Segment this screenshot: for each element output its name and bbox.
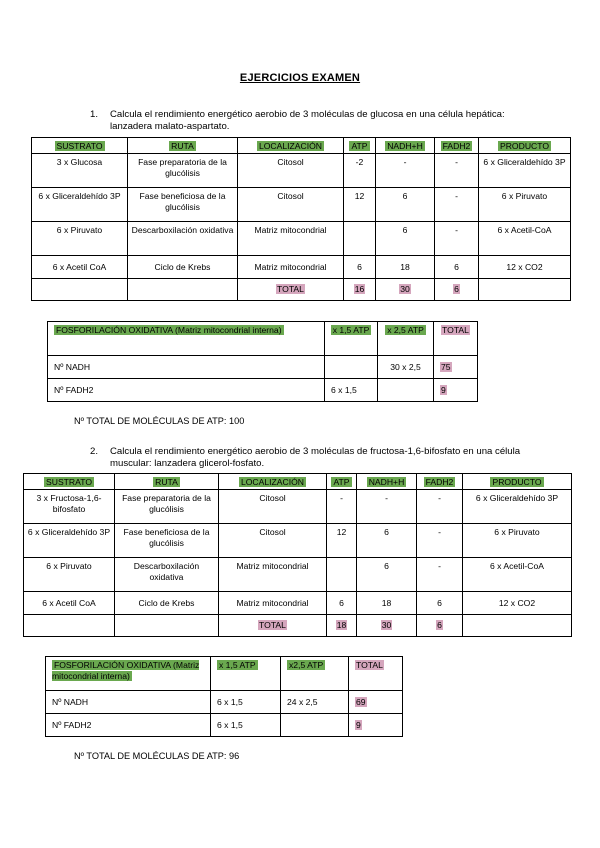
cell: 12 [327, 524, 357, 558]
cell: - [376, 154, 435, 188]
cell: Citosol [238, 188, 344, 222]
cell: Matriz mitocondrial [219, 558, 327, 592]
cell: 6 x 1,5 [211, 714, 281, 737]
cell: 6 x Gliceraldehído 3P [463, 490, 572, 524]
table-header-row [46, 657, 403, 691]
col-header-fadh2: FADH2 [442, 141, 471, 151]
col-header-sustrato: SUSTRATO [56, 141, 103, 151]
table-row [24, 558, 572, 592]
table-row [32, 222, 571, 256]
page-title: EJERCICIOS EXAMEN [239, 72, 361, 84]
col-header-localizacion: LOCALIZACIÓN [240, 477, 305, 487]
col-header-ruta: RUTA [171, 141, 194, 151]
col-header-sustrato: SUSTRATO [46, 477, 92, 487]
table-row [24, 592, 572, 615]
table-row [32, 154, 571, 188]
cell: Citosol [238, 154, 344, 188]
col-header-atp: ATP [351, 141, 368, 151]
cell: Fase preparatoria de la glucólisis [115, 490, 219, 524]
col-header-total: TOTAL [442, 325, 469, 335]
table-row [32, 188, 571, 222]
total-nadh: 30 [400, 284, 410, 295]
cell: Descarboxilación oxidativa [128, 222, 238, 256]
col-header-atp: ATP [333, 477, 350, 487]
col-header-fosforilacion: FOSFORILACIÓN OXIDATIVA (Matriz mitocondrial interna) [56, 325, 282, 335]
cell: 6 x Piruvato [463, 524, 572, 558]
cell: Fase preparatoria de la glucólisis [128, 154, 238, 188]
cell: Fase beneficiosa de la glucólisis [128, 188, 238, 222]
cell: Matriz mitocondrial [219, 592, 327, 615]
col-header-x25: x 2,5 ATP [387, 325, 424, 335]
col-header-x25: x2,5 ATP [289, 660, 324, 670]
energy-table-1 [31, 137, 571, 301]
table-total-row [32, 279, 571, 301]
table-total-row [24, 615, 572, 637]
cell: 12 x CO2 [479, 256, 571, 279]
table-row [24, 490, 572, 524]
total-atp: 18 [336, 620, 347, 631]
cell: Ciclo de Krebs [115, 592, 219, 615]
table-header-row [32, 138, 571, 154]
cell: 24 x 2,5 [281, 691, 349, 714]
cell: 6 x 1,5 [211, 691, 281, 714]
cell: Nº NADH [46, 691, 211, 714]
cell: Nº FADH2 [46, 714, 211, 737]
total-fadh2: 6 [437, 620, 442, 631]
cell [325, 356, 378, 379]
oxidative-table-2 [45, 656, 403, 737]
cell: 6 [327, 592, 357, 615]
question-number: 1. [90, 109, 99, 120]
question-2 [90, 446, 530, 470]
table-row [24, 524, 572, 558]
cell: Matriz mitocondrial [238, 222, 344, 256]
cell: 12 [344, 188, 376, 222]
cell: Nº FADH2 [48, 379, 325, 402]
total-label: TOTAL [259, 620, 286, 631]
cell: Descarboxilación oxidativa [115, 558, 219, 592]
cell: 6 [435, 256, 479, 279]
cell: 6 [357, 524, 417, 558]
cell: - [327, 490, 357, 524]
cell: - [417, 524, 463, 558]
question-number: 2. [90, 446, 99, 457]
cell: 6 x 1,5 [325, 379, 378, 402]
col-header-fadh2: FADH2 [425, 477, 454, 487]
cell: 6 x Acetil CoA [24, 592, 115, 615]
cell: 6 [417, 592, 463, 615]
table-header-row [24, 474, 572, 490]
cell: 6 x Gliceraldehído 3P [24, 524, 115, 558]
cell [344, 222, 376, 256]
cell: 12 x CO2 [463, 592, 572, 615]
cell: 6 x Gliceraldehído 3P [479, 154, 571, 188]
cell: 18 [376, 256, 435, 279]
cell: 6 x Piruvato [479, 188, 571, 222]
question-text: Calcula el rendimiento energético aerobio de 3 moléculas de glucosa en una célula hepática: lanzadera malato-aspartato. [110, 109, 505, 132]
cell: Nº NADH [48, 356, 325, 379]
col-header-total: TOTAL [356, 660, 383, 670]
cell: 6 [357, 558, 417, 592]
col-header-nadh: NADH+H [387, 141, 423, 151]
cell: - [435, 154, 479, 188]
cell: Citosol [219, 490, 327, 524]
cell: 6 x Gliceraldehído 3P [32, 188, 128, 222]
question-text: Calcula el rendimiento energético aerobio de 3 moléculas de fructosa-1,6-bifosfato en una célula muscular: lanzadera glicerol-fosfato. [110, 446, 521, 469]
cell: - [417, 558, 463, 592]
total-fadh2: 6 [454, 284, 459, 295]
total-label: TOTAL [277, 284, 304, 295]
col-header-producto: PRODUCTO [499, 141, 550, 151]
cell: 6 x Acetil-CoA [463, 558, 572, 592]
cell: 6 [344, 256, 376, 279]
cell: Matriz mitocondrial [238, 256, 344, 279]
col-header-fosforilacion: FOSFORILACIÓN OXIDATIVA (Matriz mitocondrial interna) [52, 660, 200, 681]
cell: 3 x Glucosa [32, 154, 128, 188]
cell [378, 379, 434, 402]
cell: Fase beneficiosa de la glucólisis [115, 524, 219, 558]
question-1 [90, 109, 530, 133]
cell: Ciclo de Krebs [128, 256, 238, 279]
cell: 18 [357, 592, 417, 615]
cell [281, 714, 349, 737]
table-row [46, 714, 403, 737]
cell: 30 x 2,5 [378, 356, 434, 379]
cell: 3 x Fructosa-1,6-bifosfato [24, 490, 115, 524]
col-header-x15: x 1,5 ATP [219, 660, 256, 670]
cell: - [417, 490, 463, 524]
cell: - [357, 490, 417, 524]
total-value: 75 [441, 361, 451, 372]
table-row [46, 691, 403, 714]
cell: 6 [376, 188, 435, 222]
col-header-nadh: NADH+H [368, 477, 405, 487]
cell: 6 x Acetil CoA [32, 256, 128, 279]
total-value: 9 [356, 719, 361, 730]
col-header-localizacion: LOCALIZACIÓN [258, 141, 323, 151]
cell: 6 x Piruvato [24, 558, 115, 592]
total-value: 9 [441, 384, 446, 395]
cell: - [435, 222, 479, 256]
cell: 6 [376, 222, 435, 256]
total-value: 69 [356, 696, 366, 707]
table-row [48, 356, 478, 379]
total-atp-line: Nº TOTAL DE MOLÉCULAS DE ATP: 96 [74, 751, 240, 761]
col-header-ruta: RUTA [155, 477, 178, 487]
oxidative-table-1 [47, 321, 478, 402]
col-header-producto: PRODUCTO [492, 477, 542, 487]
table-row [48, 379, 478, 402]
cell [327, 558, 357, 592]
col-header-x15: x 1,5 ATP [332, 325, 370, 335]
table-row [32, 256, 571, 279]
cell: - [435, 188, 479, 222]
table-header-row [48, 322, 478, 356]
cell: -2 [344, 154, 376, 188]
cell: 6 x Piruvato [32, 222, 128, 256]
energy-table-2 [23, 473, 572, 637]
total-atp: 16 [354, 284, 365, 295]
cell: Citosol [219, 524, 327, 558]
total-atp-line: Nº TOTAL DE MOLÉCULAS DE ATP: 100 [74, 416, 245, 426]
cell: 6 x Acetil-CoA [479, 222, 571, 256]
total-nadh: 30 [381, 620, 392, 631]
